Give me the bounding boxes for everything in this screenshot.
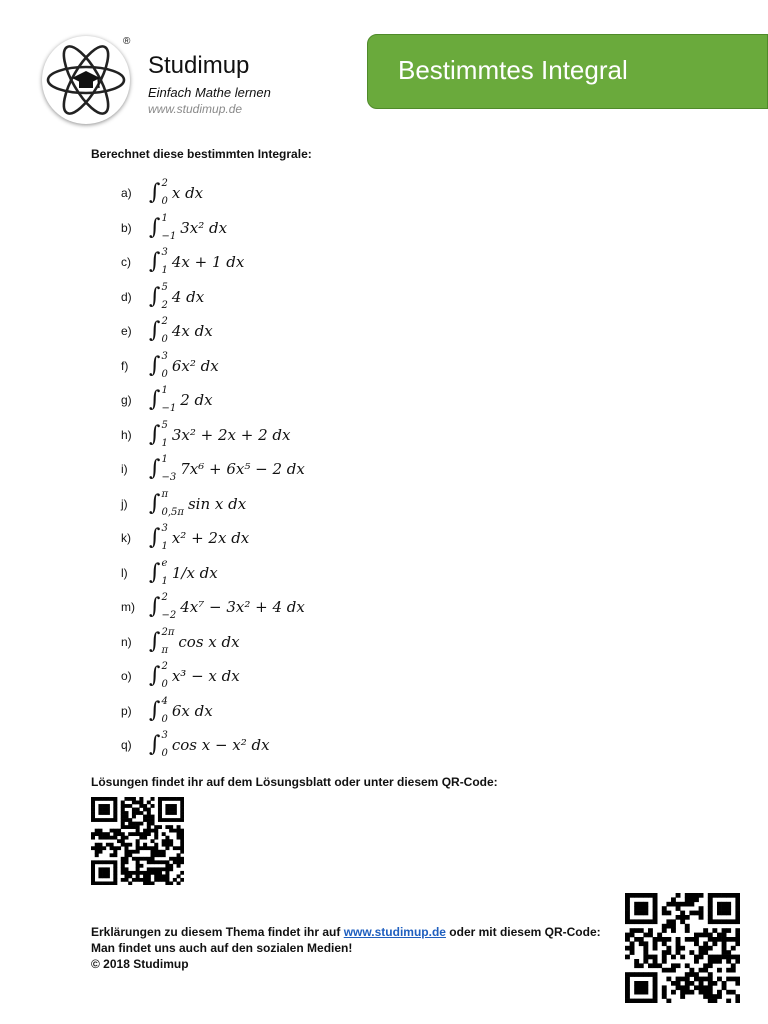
integral-sign: ∫ <box>149 180 161 206</box>
exercise-label: a) <box>121 186 132 201</box>
integral-limits <box>161 386 176 414</box>
integral-limits <box>161 697 167 725</box>
footer-text-before: Erklärungen zu diesem Thema findet ihr auf <box>91 925 344 939</box>
integrand: cos x dx <box>178 632 240 651</box>
integral-expression <box>149 283 204 311</box>
integral-sign: ∫ <box>149 421 161 447</box>
exercise-item <box>121 625 305 660</box>
integrand: 3x² + 2x + 2 dx <box>171 425 291 444</box>
integral-sign: ∫ <box>149 283 161 309</box>
integrand: 1/x dx <box>171 563 218 582</box>
integral-sign: ∫ <box>149 594 161 620</box>
integrand: x dx <box>171 184 204 203</box>
atom-graduation-cap-icon <box>42 36 130 124</box>
lower-limit: 1 <box>161 541 168 553</box>
lower-limit: 0 <box>161 713 168 725</box>
exercise-label: h) <box>121 427 132 442</box>
exercise-label: l) <box>121 565 128 580</box>
upper-limit: 1 <box>161 385 168 397</box>
integral-expression <box>149 386 213 414</box>
integral-expression <box>149 490 246 518</box>
integral-expression <box>149 455 305 483</box>
lower-limit: 1 <box>161 575 168 587</box>
lower-limit: −3 <box>161 472 177 484</box>
upper-limit: 3 <box>161 523 168 535</box>
brand-tagline: Einfach Mathe lernen <box>148 85 271 100</box>
website-link[interactable]: www.studimup.de <box>343 925 446 939</box>
integral-limits <box>161 628 174 656</box>
lower-limit: 0 <box>161 368 168 380</box>
upper-limit: 3 <box>161 730 168 742</box>
exercise-item <box>121 314 305 349</box>
integral-sign: ∫ <box>149 697 161 723</box>
integral-sign: ∫ <box>149 732 161 758</box>
integral-limits <box>161 248 167 276</box>
exercise-item <box>121 659 305 694</box>
solutions-note: Lösungen findet ihr auf dem Lösungsblatt oder unter diesem QR-Code: <box>91 775 498 789</box>
exercise-item <box>121 349 305 384</box>
integral-expression <box>149 421 290 449</box>
integral-limits <box>161 524 167 552</box>
upper-limit: 2 <box>161 661 168 673</box>
solutions-qr-code[interactable] <box>91 797 184 885</box>
integral-expression <box>149 214 227 242</box>
title-banner <box>367 34 768 109</box>
integral-sign: ∫ <box>149 628 161 654</box>
website-qr-code[interactable] <box>625 893 740 1003</box>
studimup-logo <box>42 36 130 124</box>
upper-limit: e <box>161 557 168 569</box>
upper-limit: 1 <box>161 454 168 466</box>
integral-expression <box>149 352 219 380</box>
upper-limit: 4 <box>161 695 168 707</box>
exercise-item <box>121 383 305 418</box>
lower-limit: 0 <box>161 334 168 346</box>
integral-limits <box>161 421 167 449</box>
integrand: 4 dx <box>171 287 205 306</box>
integral-sign: ∫ <box>149 352 161 378</box>
integral-sign: ∫ <box>149 559 161 585</box>
exercise-item <box>121 280 305 315</box>
integral-limits <box>161 559 167 587</box>
lower-limit: π <box>161 644 169 656</box>
integral-expression <box>149 697 213 725</box>
exercise-item <box>121 452 305 487</box>
integral-sign: ∫ <box>149 456 161 482</box>
integral-limits <box>161 662 167 690</box>
integral-limits <box>161 731 167 759</box>
footer-text-after: oder mit diesem QR-Code: <box>445 925 601 939</box>
exercise-label: e) <box>121 324 132 339</box>
integrand: 4x dx <box>171 322 213 341</box>
upper-limit: 5 <box>161 281 168 293</box>
lower-limit: −2 <box>161 610 177 622</box>
integral-sign: ∫ <box>149 318 161 344</box>
integral-sign: ∫ <box>149 490 161 516</box>
integral-expression <box>149 248 244 276</box>
integral-expression <box>149 662 240 690</box>
lower-limit: 2 <box>161 299 168 311</box>
lower-limit: 0,5π <box>161 506 184 518</box>
exercise-item <box>121 418 305 453</box>
integral-limits <box>161 490 183 518</box>
exercise-label: n) <box>121 634 132 649</box>
exercise-item <box>121 211 305 246</box>
exercise-label: f) <box>121 358 129 373</box>
exercise-label: o) <box>121 669 132 684</box>
integral-expression <box>149 731 270 759</box>
upper-limit: 2 <box>161 316 168 328</box>
upper-limit: 1 <box>161 212 168 224</box>
integral-limits <box>161 455 176 483</box>
lower-limit: −1 <box>161 403 177 415</box>
integral-expression <box>149 317 213 345</box>
lower-limit: 1 <box>161 265 168 277</box>
integral-sign: ∫ <box>149 249 161 275</box>
exercise-label: k) <box>121 531 131 546</box>
integrand: x³ − x dx <box>171 667 240 686</box>
integrand: 6x² dx <box>171 356 219 375</box>
footer-line-2: Man findet uns auch auf den sozialen Medien! <box>91 941 353 955</box>
upper-limit: 5 <box>161 419 168 431</box>
lower-limit: 0 <box>161 196 168 208</box>
exercise-label: j) <box>121 496 128 511</box>
upper-limit: 2 <box>161 592 168 604</box>
integral-sign: ∫ <box>149 525 161 551</box>
integrand: 4x + 1 dx <box>171 253 245 272</box>
brand-name: Studimup <box>148 52 250 79</box>
qr-code-icon <box>625 893 740 1003</box>
lower-limit: 0 <box>161 748 168 760</box>
exercise-list <box>121 176 305 763</box>
upper-limit: 3 <box>161 247 168 259</box>
integral-sign: ∫ <box>149 214 161 240</box>
exercise-label: d) <box>121 289 132 304</box>
integrand: 3x² dx <box>180 218 228 237</box>
integrand: cos x − x² dx <box>171 736 270 755</box>
integral-expression <box>149 524 249 552</box>
lower-limit: 0 <box>161 679 168 691</box>
integral-sign: ∫ <box>149 387 161 413</box>
qr-code-icon <box>91 797 184 885</box>
exercise-label: q) <box>121 738 132 753</box>
exercise-label: b) <box>121 220 132 235</box>
instructions: Berechnet diese bestimmten Integrale: <box>91 147 312 161</box>
integrand: 7x⁶ + 6x⁵ − 2 dx <box>180 460 305 479</box>
integral-limits <box>161 352 167 380</box>
exercise-item <box>121 245 305 280</box>
integral-limits <box>161 317 167 345</box>
exercise-item <box>121 521 305 556</box>
exercise-item <box>121 556 305 591</box>
brand-url: www.studimup.de <box>148 102 243 116</box>
integrand: x² + 2x dx <box>171 529 250 548</box>
exercise-item <box>121 487 305 522</box>
upper-limit: 3 <box>161 350 168 362</box>
copyright: © 2018 Studimup <box>91 957 189 971</box>
integral-expression <box>149 628 240 656</box>
lower-limit: 1 <box>161 437 168 449</box>
exercise-item <box>121 694 305 729</box>
exercise-label: i) <box>121 462 128 477</box>
exercise-label: c) <box>121 255 131 270</box>
integrand: 2 dx <box>180 391 213 410</box>
integral-limits <box>161 214 176 242</box>
lower-limit: −1 <box>161 230 177 242</box>
exercise-label: p) <box>121 703 132 718</box>
registered-mark: ® <box>123 36 131 47</box>
exercise-item <box>121 176 305 211</box>
upper-limit: 2 <box>161 178 168 190</box>
integrand: sin x dx <box>187 494 247 513</box>
exercise-item <box>121 590 305 625</box>
integral-expression <box>149 179 203 207</box>
integral-limits <box>161 593 176 621</box>
exercise-label: g) <box>121 393 132 408</box>
integral-expression <box>149 559 218 587</box>
integral-sign: ∫ <box>149 663 161 689</box>
integral-expression <box>149 593 305 621</box>
footer <box>91 924 601 972</box>
integrand: 6x dx <box>171 701 213 720</box>
integrand: 4x⁷ − 3x² + 4 dx <box>180 598 305 617</box>
integral-limits <box>161 283 167 311</box>
exercise-label: m) <box>121 600 135 615</box>
upper-limit: 2π <box>161 626 175 638</box>
exercise-item <box>121 728 305 763</box>
integral-limits <box>161 179 167 207</box>
upper-limit: π <box>161 488 169 500</box>
footer-line-1 <box>91 924 601 940</box>
page-title: Bestimmtes Integral <box>398 55 628 85</box>
